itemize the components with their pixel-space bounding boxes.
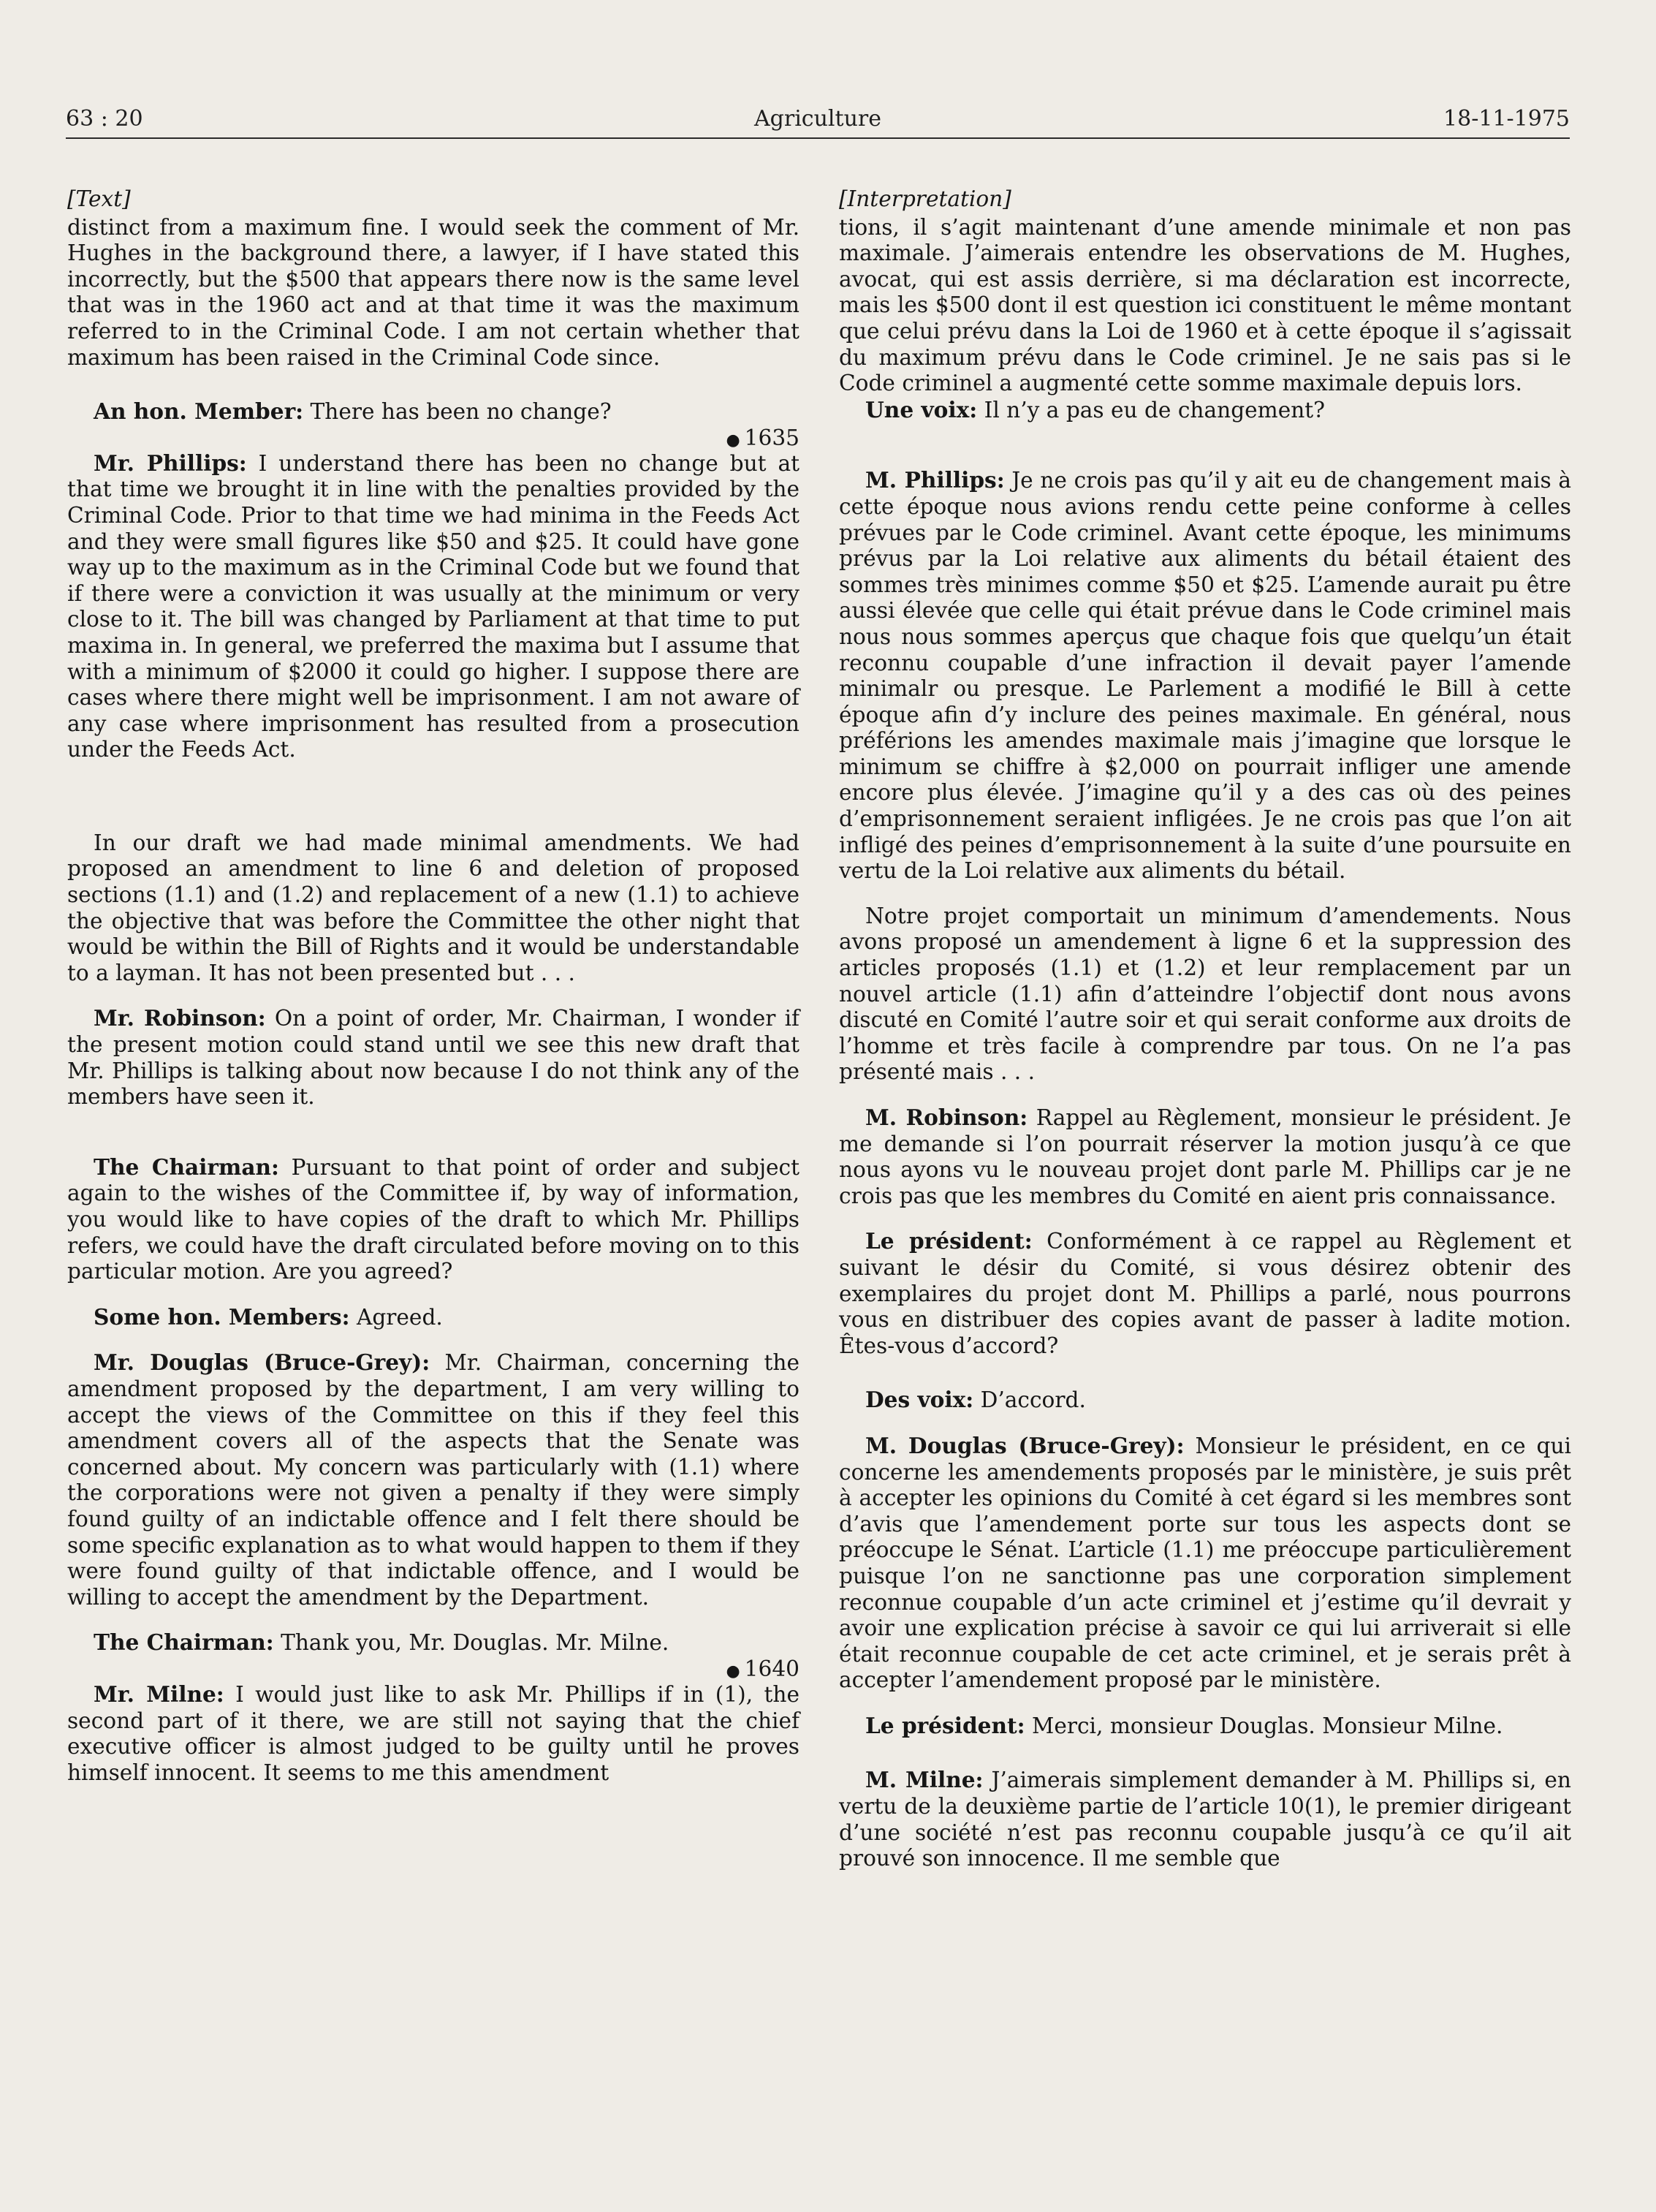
bullet-icon: ● (726, 431, 740, 450)
time-marker: ● 1635 (726, 425, 799, 450)
speech-text: Il n’y a pas eu de changement? (984, 397, 1326, 423)
speaker-name: M. Phillips: (865, 467, 1005, 493)
speaker-name: An hon. Member: (94, 398, 304, 425)
speech-text: Je ne crois pas qu’il y ait eu de changement mais à cette époque nous avions rendu cette peine conforme à celles prévues par le Code criminel. Avant cette époque, les minimums prévus par la Loi relative aux aliments du bétail étaient des sommes très minimes comme $50 et $25. L’amende aurait pu être aussi élevée que celle qui était prévue dans le Code criminel mais nous nous sommes aperçus que chaque fois que quelqu’un était reconnu coupable d’une infraction il devait payer l’amende minimalr ou presque. Le Parlement a modifié le Bill à cette époque afin d’y inclure des peines maximale. En général, nous préférions les amendes maximale mais j’imagine que lorsque le minimum se chiffre à $2,000 on pourrait infliger une amende encore plus élevée. J’imagine qu’il y a des cas où des peines d’emprisonnement seraient infligées. Je ne crois pas que l’on ait infligé des peines d’emprisonnement à la suite d’une poursuite en vertu de la Loi relative aux aliments du bétail. (839, 468, 1571, 884)
speaker-name: Des voix: (865, 1387, 974, 1413)
bullet-icon: ● (726, 1662, 740, 1681)
paragraph: Notre projet comportait un minimum d’amendements. Nous avons proposé un amendement à ligne 6 et la suppression des articles proposés (1.1) et (1.2) et leur remplacement par un nouvel article (1.1) afin d’atteindre l’objectif dont nous avons discuté en Comité l’autre soir et qui serait conforme aux droits de l’homme et très facile à comprendre par tous. On ne l’a pas présenté mais . . . (839, 903, 1571, 1085)
paragraph (839, 1767, 1571, 1871)
paragraph (67, 1005, 799, 1110)
speech-text: J’aimerais simplement demander à M. Phillips si, en vertu de la deuxième partie de l’article 10(1), le premier dirigeant d’une société n’est pas reconnu coupable jusqu’à ce qu’il ait prouvé son innocence. Il me semble que (839, 1768, 1571, 1871)
page-header (66, 99, 1570, 139)
paragraph (839, 1387, 1571, 1414)
paragraph (67, 398, 799, 425)
speaker-name: Le président: (865, 1228, 1033, 1254)
speaker-name: M. Robinson: (865, 1105, 1028, 1130)
paragraph (839, 1105, 1571, 1209)
page-date: 18-11-1975 (1443, 106, 1570, 132)
column-label: [Interpretation] (839, 186, 1011, 211)
speaker-name: Le président: (865, 1712, 1025, 1738)
speech-text: Conformément à ce rappel au Règlement et suivant le désir du Comité, si vous désirez obtenir des exemplaires du projet dont M. Phillips a parlé, nous pourrons vous en distribuer des copies avant de passer à ladite motion. Êtes-vous d’accord? (839, 1229, 1571, 1358)
speaker-name: Some hon. Members: (94, 1303, 350, 1330)
speech-text: Rappel au Règlement, monsieur le président. Je me demande si l’on pourrait réserver la motion jusqu’à ce que nous ayons vu le nouveau projet dont parle M. Phillips car je ne crois pas que les membres du Comité en aient pris connaissance. (839, 1105, 1571, 1208)
paragraph (67, 1154, 799, 1285)
paragraph (839, 1228, 1571, 1359)
paragraph (67, 1681, 799, 1786)
page-title: Agriculture (754, 106, 881, 132)
speaker-name: Une voix: (865, 396, 978, 423)
paragraph (839, 397, 1571, 424)
time-marker: ● 1640 (726, 1656, 799, 1681)
right-column-text (839, 186, 1571, 1872)
speech-text: Pursuant to that point of order and subject again to the wishes of the Committee if, by way of information, you would like to have copies of the draft to which Mr. Phillips refers, we could have the draft circulated before moving on to this particular motion. Are you agreed? (67, 1154, 799, 1284)
speech-text: There has been no change? (310, 399, 612, 425)
column-label: [Text] (67, 186, 131, 211)
speaker-name: Mr. Phillips: (94, 450, 247, 476)
speaker-name: The Chairman: (94, 1154, 279, 1180)
speaker-name: The Chairman: (94, 1629, 274, 1656)
speaker-name: Mr. Robinson: (94, 1005, 266, 1031)
speaker-name: M. Douglas (Bruce-Grey): (865, 1432, 1185, 1458)
speech-text: Mr. Chairman, concerning the amendment proposed by the department, I am very willing to accept the views of the Committee on this if they feel this amendment covers all of the aspects that the Senate was concerned about. My concern was particularly with (1.1) where the corporations were not given a penalty if they were simply found guilty of an indictable offence and I felt there should be some specific explanation as to what would happen to them if they were found guilty of that indictable offence, and I would be willing to accept the amendment by the Department. (67, 1350, 799, 1610)
speech-text: Agreed. (356, 1304, 443, 1330)
paragraph (839, 467, 1571, 885)
speech-text: D’accord. (980, 1387, 1086, 1413)
speaker-name: Mr. Douglas (Bruce-Grey): (94, 1349, 430, 1376)
speaker-name: Mr. Milne: (94, 1681, 224, 1707)
paragraph: In our draft we had made minimal amendments. We had proposed an amendment to line 6 and deletion of proposed sections (1.1) and (1.2) and replacement of a new (1.1) to achieve the objective that was before the Committee the other night that would be within the Bill of Rights and it would be understandable to a layman. It has not been presented but . . . (67, 830, 799, 985)
paragraph (839, 1713, 1571, 1740)
speech-text: Merci, monsieur Douglas. Monsieur Milne. (1032, 1713, 1503, 1738)
paragraph (67, 1304, 799, 1331)
speech-text: I would just like to ask Mr. Phillips if in (1), the second part of it there, we are still not saying that the chief executive officer is almost judged to be guilty until he proves himself innocent. It seems to me this amendment (67, 1681, 799, 1785)
speaker-name: M. Milne: (865, 1767, 984, 1793)
speech-text: Thank you, Mr. Douglas. Mr. Milne. (281, 1630, 669, 1656)
speech-text: Monsieur le président, en ce qui concerne les amendements proposés par le ministère, je suis prêt à accepter les opinions du Comité à cet égard si les membres sont d’avis que l’amendement porte sur tous les aspects dont se préoccupe le Sénat. L’article (1.1) me préoccupe particulièrement puisque l’on ne sanctionne pas une corporation simplement reconnue coupable d’un acte criminel et j’estime qu’il devrait y avoir une explication précise à savoir ce qui lui arriverait si elle était reconnue coupable de cet acte criminel, et je serais prêt à accepter l’amendement proposé par le ministère. (839, 1433, 1571, 1693)
page-number: 63 : 20 (66, 106, 143, 132)
speech-text: On a point of order, Mr. Chairman, I wonder if the present motion could stand until we see this new draft that Mr. Phillips is talking about now because I do not think any of the members have seen it. (67, 1006, 799, 1110)
left-column-text (67, 186, 799, 1786)
paragraph (67, 1629, 799, 1656)
paragraph (839, 1433, 1571, 1694)
paragraph: tions, il s’agit maintenant d’une amende minimale et non pas maximale. J’aimerais entendre les observations de M. Hughes, avocat, qui est assis derrière, si ma déclaration est incorrecte, mais les $500 dont il est question ici constituent le même montant que celui prévu dans la Loi de 1960 et à cette époque il s’agissait du maximum prévu dans le Code criminel. Je ne sais pas si le Code criminel a augmenté cette somme maximale depuis lors. (839, 214, 1571, 396)
speech-text: I understand there has been no change but at that time we brought it in line with the penalties provided by the Criminal Code. Prior to that time we had minima in the Feeds Act and they were small figures like $50 and $25. It could have gone way up to the maximum as in the Criminal Code but we found that if there were a conviction it was usually at the minimum or very close to it. The bill was changed by Parliament at that time to put maxima in. In general, we preferred the maxima but I assume that with a minimum of $2000 it could go higher. I suppose there are cases where there might well be imprisonment. I am not aware of any case where imprisonment has resulted from a prosecution under the Feeds Act. (67, 450, 799, 762)
paragraph (67, 1349, 799, 1610)
paragraph: distinct from a maximum fine. I would seek the comment of Mr. Hughes in the background there, a lawyer, if I have stated this incorrectly, but the $500 that appears there now is the same level that was in the 1960 act and at that time it was the maximum referred to in the Criminal Code. I am not certain whether that maximum has been raised in the Criminal Code since. (67, 214, 799, 370)
paragraph (67, 450, 799, 763)
